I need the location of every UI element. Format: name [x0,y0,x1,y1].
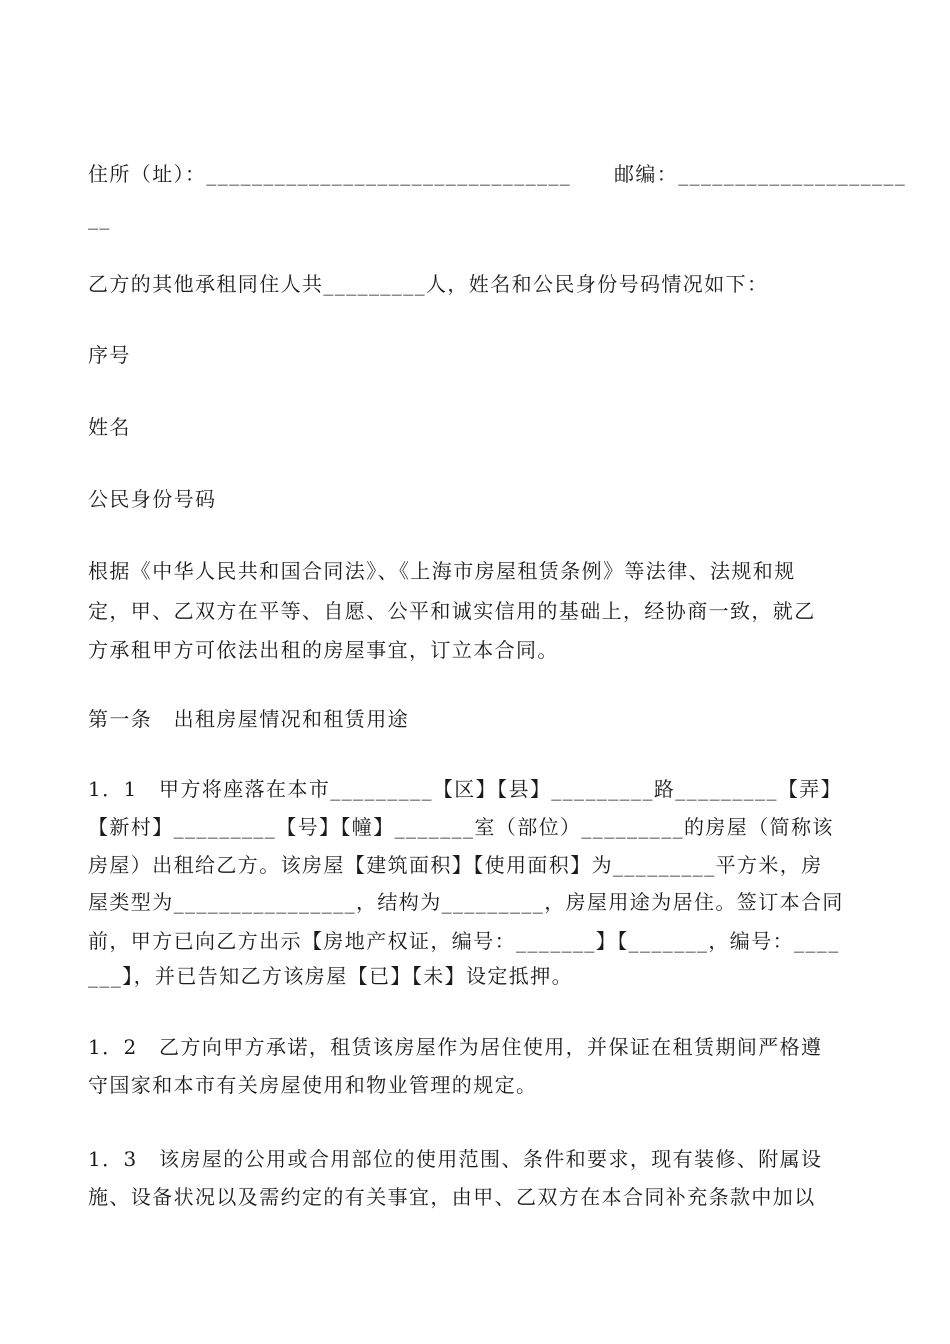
column-label-name: 姓名 [88,415,131,439]
clause-1-1-line: 1．1 甲方将座落在本市_________【区】【县】_________路_________【弄】 [88,777,843,801]
column-label-number: 序号 [88,343,131,367]
clause-1-2-line: 1．2 乙方向甲方承诺，租赁该房屋作为居住使用，并保证在租赁期间严格遵 [88,1035,823,1059]
preamble-line: 方承租甲方可依法出租的房屋事宜，订立本合同。 [88,638,559,662]
preamble-line: 定，甲、乙双方在平等、自愿、公平和诚实信用的基础上，经协商一致，就乙 [88,599,816,623]
clause-1-1-line: 前，甲方已向乙方出示【房地产权证，编号：_______】【_______，编号：____ [88,929,840,953]
clause-1-3-line: 1．3 该房屋的公用或合用部位的使用范围、条件和要求，现有装修、附属设 [88,1147,823,1171]
clause-1-1-line: ___】，并已告知乙方该房屋【已】【未】设定抵押。 [88,964,573,988]
clause-1-1-line: 屋类型为________________，结构为_________，房屋用途为居住。签订本合同 [88,890,844,914]
address-line-continuation: __ [88,206,111,230]
clause-1-2-line: 守国家和本市有关房屋使用和物业管理的规定。 [88,1073,538,1097]
column-label-id-number: 公民身份号码 [88,487,217,511]
preamble-line: 根据《中华人民共和国合同法》、《上海市房屋租赁条例》等法律、法规和规 [88,559,796,583]
clause-1-3-line: 施、设备状况以及需约定的有关事宜，由甲、乙双方在本合同补充条款中加以 [88,1185,816,1209]
address-line: 住所（址）：________________________________ 邮编：____________________ [88,162,907,186]
cotenants-line: 乙方的其他承租同住人共_________人，姓名和公民身份号码情况如下： [88,272,769,296]
article-heading: 第一条 出租房屋情况和租赁用途 [88,707,409,731]
clause-1-1-line: 房屋）出租给乙方。该房屋【建筑面积】【使用面积】为_________平方米，房 [88,853,823,877]
clause-1-1-line: 【新村】_________【号】【幢】_______室（部位）_________的房屋（简称该 [88,815,834,839]
